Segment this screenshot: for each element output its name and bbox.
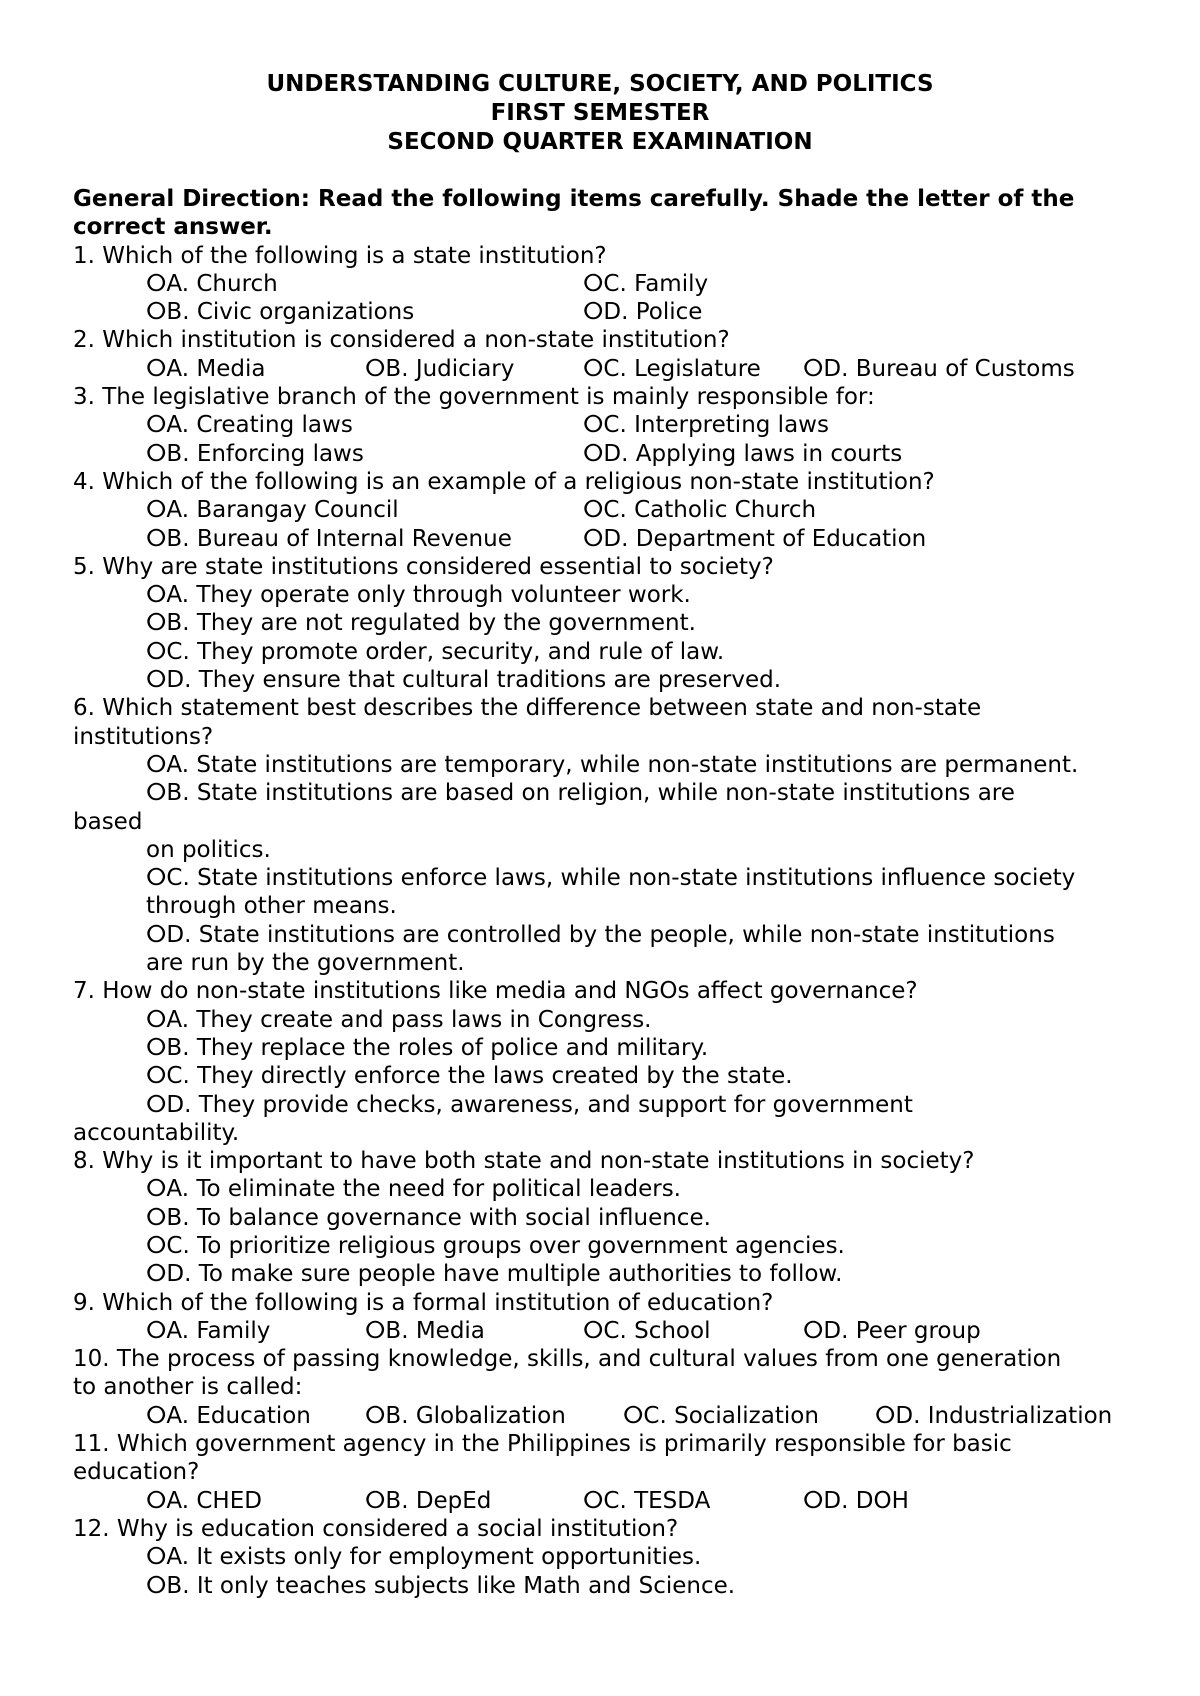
question-7: 7. How do non-state institutions like media and NGOs affect governance?: [73, 978, 918, 1005]
question-5: 5. Why are state institutions considered essential to society?: [73, 553, 774, 580]
general-direction-cont: correct answer.: [73, 214, 273, 241]
option-a[interactable]: ⵔA. To eliminate the need for political leaders.: [146, 1176, 681, 1203]
option-a[interactable]: ⵔA. State institutions are temporary, while non-state institutions are permanent.: [146, 751, 1079, 778]
option-b-cont: on politics.: [146, 836, 271, 863]
option-b[interactable]: ⵔB. State institutions are based on religion, while non-state institutions are: [146, 780, 1015, 807]
option-a[interactable]: ⵔA. Media: [146, 355, 266, 382]
options-row: [73, 525, 1153, 553]
question-6: 6. Which statement best describes the difference between state and non-state: [73, 695, 982, 722]
option-c[interactable]: ⵔC. School: [583, 1317, 711, 1344]
option-b[interactable]: ⵔB. Judiciary: [365, 355, 515, 382]
option-c[interactable]: ⵔC. Legislature: [583, 355, 761, 382]
option-b[interactable]: ⵔB. Media: [365, 1317, 485, 1344]
option-a[interactable]: ⵔA. Family: [146, 1317, 271, 1344]
option-b[interactable]: ⵔB. Bureau of Internal Revenue: [146, 525, 512, 552]
option-c[interactable]: ⵔC. Interpreting laws: [583, 412, 829, 439]
exam-body: [73, 185, 1153, 1600]
question-10: 10. The process of passing knowledge, skills, and cultural values from one generation: [73, 1346, 1062, 1373]
options-row: [73, 355, 1153, 383]
question-4: 4. Which of the following is an example of a religious non-state institution?: [73, 468, 935, 495]
option-b[interactable]: ⵔB. Civic organizations: [146, 299, 415, 326]
option-a[interactable]: ⵔA. They create and pass laws in Congress.: [146, 1006, 652, 1033]
option-a[interactable]: ⵔA. They operate only through volunteer work.: [146, 582, 691, 609]
question-2: 2. Which institution is considered a non-state institution?: [73, 327, 730, 354]
option-c[interactable]: ⵔC. Catholic Church: [583, 497, 817, 524]
question-12: 12. Why is education considered a social institution?: [73, 1515, 679, 1542]
option-a[interactable]: ⵔA. Barangay Council: [146, 497, 399, 524]
option-b[interactable]: ⵔB. They are not regulated by the government.: [146, 610, 696, 637]
options-row: [73, 298, 1153, 326]
question-9: 9. Which of the following is a formal institution of education?: [73, 1289, 774, 1316]
options-row: [73, 496, 1153, 524]
option-d[interactable]: ⵔD. Peer group: [803, 1317, 981, 1344]
options-row: [73, 1487, 1153, 1515]
option-d-cont: are run by the government.: [146, 950, 465, 977]
option-a[interactable]: ⵔA. Creating laws: [146, 412, 353, 439]
option-d[interactable]: ⵔD. DOH: [803, 1487, 909, 1514]
option-a[interactable]: ⵔA. It exists only for employment opportunities.: [146, 1544, 702, 1571]
option-b[interactable]: ⵔB. It only teaches subjects like Math and Science.: [146, 1572, 736, 1599]
question-8: 8. Why is it important to have both state and non-state institutions in society?: [73, 1148, 975, 1175]
option-d[interactable]: ⵔD. They ensure that cultural traditions are preserved.: [146, 667, 782, 694]
option-c[interactable]: ⵔC. State institutions enforce laws, while non-state institutions influence society: [146, 865, 1076, 892]
option-d[interactable]: ⵔD. Department of Education: [583, 525, 927, 552]
option-b[interactable]: ⵔB. They replace the roles of police and military.: [146, 1034, 709, 1061]
exam-header: [0, 70, 1200, 157]
option-d[interactable]: ⵔD. Bureau of Customs: [803, 355, 1075, 382]
option-b[interactable]: ⵔB. Globalization: [365, 1402, 566, 1429]
exam-label: SECOND QUARTER EXAMINATION: [387, 129, 813, 155]
question-10-cont: to another is called:: [73, 1374, 303, 1401]
option-b-wrap: based: [73, 808, 143, 835]
option-d[interactable]: ⵔD. Applying laws in courts: [583, 440, 903, 467]
options-row: [73, 440, 1153, 468]
option-c[interactable]: ⵔC. They promote order, security, and rule of law.: [146, 638, 725, 665]
option-d[interactable]: ⵔD. They provide checks, awareness, and support for government: [146, 1091, 913, 1118]
question-11-cont: education?: [73, 1459, 200, 1486]
option-a[interactable]: ⵔA. CHED: [146, 1487, 262, 1514]
option-d[interactable]: ⵔD. Police: [583, 299, 703, 326]
options-row: [73, 1402, 1153, 1430]
option-d[interactable]: ⵔD. To make sure people have multiple authorities to follow.: [146, 1261, 843, 1288]
option-d[interactable]: ⵔD. Industrialization: [875, 1402, 1113, 1429]
option-c-cont: through other means.: [146, 893, 397, 920]
option-a[interactable]: ⵔA. Church: [146, 270, 278, 297]
question-3: 3. The legislative branch of the government is mainly responsible for:: [73, 384, 875, 411]
option-c[interactable]: ⵔC. They directly enforce the laws created by the state.: [146, 1063, 793, 1090]
option-b[interactable]: ⵔB. Enforcing laws: [146, 440, 364, 467]
question-11: 11. Which government agency in the Philippines is primarily responsible for basic: [73, 1431, 1012, 1458]
option-b[interactable]: ⵔB. DepEd: [365, 1487, 492, 1514]
option-c[interactable]: ⵔC. To prioritize religious groups over government agencies.: [146, 1232, 845, 1259]
question-1: 1. Which of the following is a state institution?: [73, 242, 607, 269]
options-row: [73, 1317, 1153, 1345]
question-6-cont: institutions?: [73, 723, 214, 750]
course-title: UNDERSTANDING CULTURE, SOCIETY, AND POLITICS: [266, 71, 934, 97]
option-c[interactable]: ⵔC. Socialization: [623, 1402, 819, 1429]
options-row: [73, 411, 1153, 439]
option-d-cont: accountability.: [73, 1119, 240, 1146]
options-row: [73, 270, 1153, 298]
option-d[interactable]: ⵔD. State institutions are controlled by the people, while non-state institutions: [146, 921, 1055, 948]
option-b[interactable]: ⵔB. To balance governance with social influence.: [146, 1204, 711, 1231]
semester-label: FIRST SEMESTER: [490, 100, 710, 126]
option-a[interactable]: ⵔA. Education: [146, 1402, 311, 1429]
option-c[interactable]: ⵔC. TESDA: [583, 1487, 711, 1514]
option-c[interactable]: ⵔC. Family: [583, 270, 709, 297]
general-direction: General Direction: Read the following items carefully. Shade the letter of the: [73, 186, 1075, 212]
